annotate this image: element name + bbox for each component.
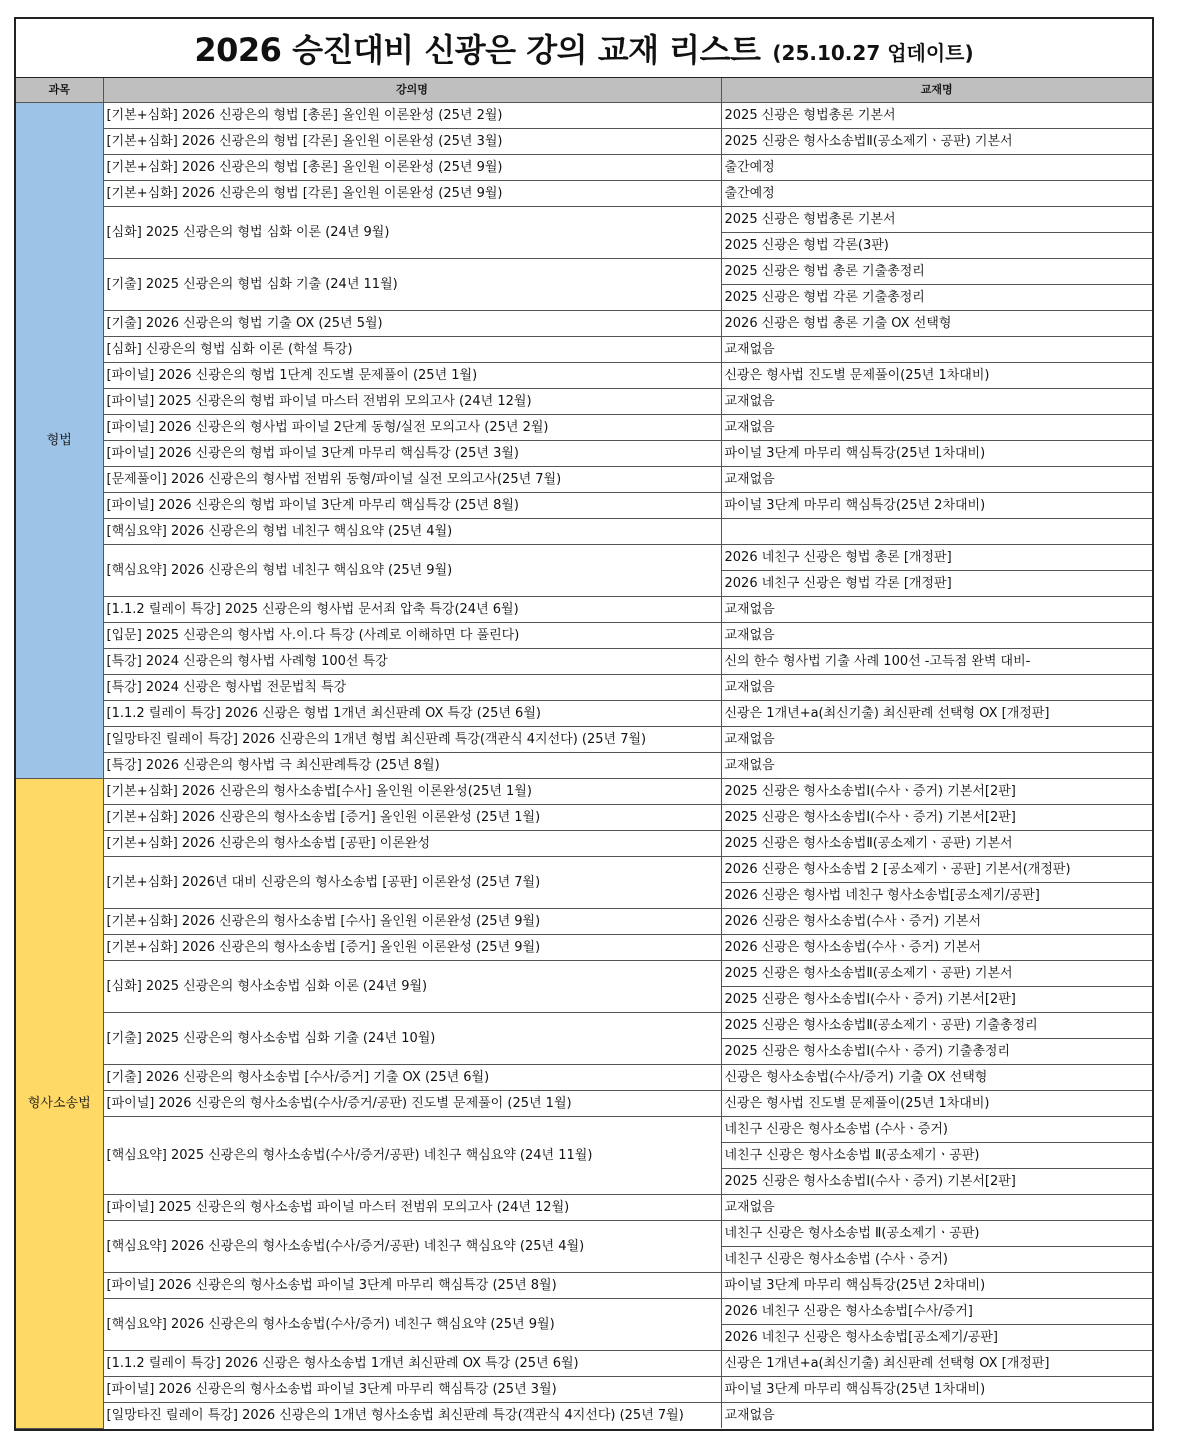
lecture-name-cell: [기본+심화] 2026 신광은의 형법 [총론] 올인원 이론완성 (25년 2월) [103,103,721,129]
textbook-cell: 2025 신광은 형법 각론(3판) [721,233,1152,259]
textbook-cell: 2026 네친구 신광은 형법 각론 [개정판] [721,571,1152,597]
textbook-cell: 교재없음 [721,597,1152,623]
table-row [16,259,1152,285]
textbook-cell: 출간예정 [721,181,1152,207]
lecture-name-cell: [일망타진 릴레이 특강] 2026 신광은의 1개년 형사소송법 최신판례 특강(객관식 4지선다) (25년 7월) [103,1403,721,1429]
textbook-cell: 2025 신광은 형사소송법Ⅰ(수사ㆍ증거) 기출총정리 [721,1039,1152,1065]
textbook-cell: 2025 신광은 형사소송법Ⅱ(공소제기ㆍ공판) 기본서 [721,961,1152,987]
title-main: 2026 승진대비 신광은 강의 교재 리스트 [194,31,761,69]
table-row [16,675,1152,701]
textbook-cell: 교재없음 [721,1403,1152,1429]
textbook-cell: 2026 신광은 형사법 네친구 형사소송법[공소제기/공판] [721,883,1152,909]
textbook-cell: 신광은 1개년+a(최신기출) 최신판례 선택형 OX [개정판] [721,1351,1152,1377]
textbook-cell: 신광은 형사소송법(수사/증거) 기출 OX 선택형 [721,1065,1152,1091]
textbook-cell: 파이널 3단계 마무리 핵심특강(25년 1차대비) [721,441,1152,467]
table-row [16,805,1152,831]
table-row [16,311,1152,337]
table-row [16,779,1152,805]
table-row [16,961,1152,987]
lecture-name-cell: [기본+심화] 2026 신광은의 형사소송법 [증거] 올인원 이론완성 (25년 1월) [103,805,721,831]
textbook-cell: 2025 신광은 형법 각론 기출총정리 [721,285,1152,311]
lecture-name-cell: [일망타진 릴레이 특강] 2026 신광은의 1개년 형법 최신판례 특강(객관식 4지선다) (25년 7월) [103,727,721,753]
table-body [16,103,1152,1429]
textbook-cell: 교재없음 [721,467,1152,493]
textbook-cell: 신의 한수 형사법 기출 사례 100선 -고득점 완벽 대비- [721,649,1152,675]
table-row [16,1065,1152,1091]
textbook-cell: 2025 신광은 형사소송법Ⅰ(수사ㆍ증거) 기본서[2판] [721,987,1152,1013]
table-row [16,857,1152,883]
textbook-cell: 2026 네친구 신광은 형사소송법[수사/증거] [721,1299,1152,1325]
textbook-cell: 2025 신광은 형사소송법Ⅰ(수사ㆍ증거) 기본서[2판] [721,1169,1152,1195]
lecture-name-cell: [특강] 2024 신광은의 형사법 사례형 100선 특강 [103,649,721,675]
table-row [16,1299,1152,1325]
lecture-name-cell: [기출] 2026 신광은의 형사소송법 [수사/증거] 기출 OX (25년 6월) [103,1065,721,1091]
textbook-cell: 신광은 형사법 진도별 문제풀이(25년 1차대비) [721,1091,1152,1117]
title-update-date: (25.10.27 업데이트) [772,40,974,65]
textbook-cell: 파이널 3단계 마무리 핵심특강(25년 1차대비) [721,1377,1152,1403]
textbook-cell: 2025 신광은 형사소송법Ⅰ(수사ㆍ증거) 기본서[2판] [721,779,1152,805]
lecture-name-cell: [1.1.2 릴레이 특강] 2026 신광은 형법 1개년 최신판례 OX 특강 (25년 6월) [103,701,721,727]
table-row [16,1013,1152,1039]
textbook-cell: 출간예정 [721,155,1152,181]
lecture-name-cell: [특강] 2026 신광은의 형사법 극 최신판례특강 (25년 8월) [103,753,721,779]
lecture-name-cell: [핵심요약] 2026 신광은의 형법 네친구 핵심요약 (25년 9월) [103,545,721,597]
lecture-name-cell: [파이널] 2026 신광은의 형사법 파이널 2단계 동형/실전 모의고사 (25년 2월) [103,415,721,441]
lecture-name-cell: [파이널] 2025 신광은의 형법 파이널 마스터 전범위 모의고사 (24년 12월) [103,389,721,415]
lecture-name-cell: [기본+심화] 2026 신광은의 형법 [각론] 올인원 이론완성 (25년 3월) [103,129,721,155]
table-row [16,415,1152,441]
table-row [16,1403,1152,1429]
table-row [16,1351,1152,1377]
table-row [16,363,1152,389]
textbook-cell: 파이널 3단계 마무리 핵심특강(25년 2차대비) [721,493,1152,519]
lecture-name-cell: [기본+심화] 2026 신광은의 형사소송법 [증거] 올인원 이론완성 (25년 9월) [103,935,721,961]
sheet-title [16,19,1152,78]
subject-cell: 형사소송법 [16,779,103,1429]
table-row [16,597,1152,623]
table-row [16,649,1152,675]
lecture-name-cell: [심화] 신광은의 형법 심화 이론 (학설 특강) [103,337,721,363]
table-row [16,519,1152,545]
table-row [16,545,1152,571]
lecture-name-cell: [기출] 2025 신광은의 형법 심화 기출 (24년 11월) [103,259,721,311]
textbook-cell: 신광은 형사법 진도별 문제풀이(25년 1차대비) [721,363,1152,389]
textbook-cell: 2025 신광은 형사소송법Ⅱ(공소제기ㆍ공판) 기본서 [721,831,1152,857]
textbook-cell: 2025 신광은 형법총론 기본서 [721,207,1152,233]
textbook-cell: 2026 신광은 형사소송법 2 [공소제기ㆍ공판] 기본서(개정판) [721,857,1152,883]
lecture-name-cell: [핵심요약] 2026 신광은의 형사소송법(수사/증거/공판) 네친구 핵심요약 (25년 4월) [103,1221,721,1273]
table-row [16,727,1152,753]
table-row [16,337,1152,363]
textbook-cell: 2026 신광은 형사소송법(수사ㆍ증거) 기본서 [721,935,1152,961]
table-row [16,103,1152,129]
textbook-cell: 2026 네친구 신광은 형사소송법[공소제기/공판] [721,1325,1152,1351]
textbook-cell: 교재없음 [721,753,1152,779]
table-row [16,493,1152,519]
textbook-cell: 교재없음 [721,1195,1152,1221]
table-row [16,909,1152,935]
textbook-cell: 2025 신광은 형법총론 기본서 [721,103,1152,129]
textbook-cell: 네친구 신광은 형사소송법 (수사ㆍ증거) [721,1247,1152,1273]
textbook-cell: 네친구 신광은 형사소송법 (수사ㆍ증거) [721,1117,1152,1143]
textbook-cell: 교재없음 [721,389,1152,415]
textbook-cell: 교재없음 [721,415,1152,441]
lecture-name-cell: [기본+심화] 2026년 대비 신광은의 형사소송법 [공판] 이론완성 (25년 7월) [103,857,721,909]
lecture-name-cell: [파이널] 2025 신광은의 형사소송법 파이널 마스터 전범위 모의고사 (24년 12월) [103,1195,721,1221]
textbook-cell: 2026 네친구 신광은 형법 총론 [개정판] [721,545,1152,571]
lecture-name-cell: [파이널] 2026 신광은의 형사소송법 파이널 3단계 마무리 핵심특강 (25년 8월) [103,1273,721,1299]
lecture-name-cell: [기본+심화] 2026 신광은의 형사소송법[수사] 올인원 이론완성(25년 1월) [103,779,721,805]
lecture-name-cell: [기본+심화] 2026 신광은의 형법 [총론] 올인원 이론완성 (25년 9월) [103,155,721,181]
lecture-name-cell: [파이널] 2026 신광은의 형사소송법(수사/증거/공판) 진도별 문제풀이 (25년 1월) [103,1091,721,1117]
textbook-cell: 교재없음 [721,675,1152,701]
table-row [16,129,1152,155]
lecture-name-cell: [기출] 2026 신광은의 형법 기출 OX (25년 5월) [103,311,721,337]
lecture-name-cell: [기본+심화] 2026 신광은의 형사소송법 [공판] 이론완성 [103,831,721,857]
lecture-name-cell: [파이널] 2026 신광은의 형사소송법 파이널 3단계 마무리 핵심특강 (25년 3월) [103,1377,721,1403]
lecture-name-cell: [파이널] 2026 신광은의 형법 파이널 3단계 마무리 핵심특강 (25년 8월) [103,493,721,519]
textbook-cell: 2025 신광은 형사소송법Ⅰ(수사ㆍ증거) 기본서[2판] [721,805,1152,831]
lecture-name-cell: [파이널] 2026 신광은의 형법 파이널 3단계 마무리 핵심특강 (25년 3월) [103,441,721,467]
table-row [16,389,1152,415]
table-row [16,467,1152,493]
textbook-cell: 네친구 신광은 형사소송법 Ⅱ(공소제기ㆍ공판) [721,1221,1152,1247]
textbook-cell: 2026 신광은 형법 총론 기출 OX 선택형 [721,311,1152,337]
header-lecture: 강의명 [103,78,721,103]
lecture-name-cell: [핵심요약] 2026 신광은의 형사소송법(수사/증거) 네친구 핵심요약 (25년 9월) [103,1299,721,1351]
lecture-name-cell: [핵심요약] 2025 신광은의 형사소송법(수사/증거/공판) 네친구 핵심요약 (24년 11월) [103,1117,721,1195]
lecture-name-cell: [1.1.2 릴레이 특강] 2026 신광은 형사소송법 1개년 최신판례 OX 특강 (25년 6월) [103,1351,721,1377]
lecture-name-cell: [1.1.2 릴레이 특강] 2025 신광은의 형사법 문서죄 압축 특강(24년 6월) [103,597,721,623]
table-row [16,701,1152,727]
lecture-name-cell: [심화] 2025 신광은의 형사소송법 심화 이론 (24년 9월) [103,961,721,1013]
textbook-cell: 파이널 3단계 마무리 핵심특강(25년 2차대비) [721,1273,1152,1299]
table-row [16,1091,1152,1117]
table-row [16,155,1152,181]
table-row [16,623,1152,649]
lecture-textbook-sheet [14,17,1154,1431]
header-row [16,78,1152,103]
textbook-cell: 교재없음 [721,727,1152,753]
table-row [16,441,1152,467]
textbook-cell: 교재없음 [721,623,1152,649]
textbook-cell: 2025 신광은 형사소송법Ⅱ(공소제기ㆍ공판) 기본서 [721,129,1152,155]
textbook-cell: 교재없음 [721,337,1152,363]
table-row [16,181,1152,207]
header-subject: 과목 [16,78,103,103]
lecture-name-cell: [핵심요약] 2026 신광은의 형법 네친구 핵심요약 (25년 4월) [103,519,721,545]
subject-cell: 형법 [16,103,103,779]
lecture-name-cell: [기본+심화] 2026 신광은의 형사소송법 [수사] 올인원 이론완성 (25년 9월) [103,909,721,935]
table-row [16,1117,1152,1143]
table-row [16,1273,1152,1299]
lecture-table [16,78,1152,1429]
lecture-name-cell: [특강] 2024 신광은 형사법 전문법칙 특강 [103,675,721,701]
textbook-cell: 네친구 신광은 형사소송법 Ⅱ(공소제기ㆍ공판) [721,1143,1152,1169]
textbook-cell: 신광은 1개년+a(최신기출) 최신판례 선택형 OX [개정판] [721,701,1152,727]
lecture-name-cell: [파이널] 2026 신광은의 형법 1단계 진도별 문제풀이 (25년 1월) [103,363,721,389]
textbook-cell [721,519,1152,545]
textbook-cell: 2026 신광은 형사소송법(수사ㆍ증거) 기본서 [721,909,1152,935]
table-row [16,935,1152,961]
lecture-name-cell: [기출] 2025 신광은의 형사소송법 심화 기출 (24년 10월) [103,1013,721,1065]
table-row [16,1195,1152,1221]
lecture-name-cell: [기본+심화] 2026 신광은의 형법 [각론] 올인원 이론완성 (25년 9월) [103,181,721,207]
header-textbook: 교재명 [721,78,1152,103]
lecture-name-cell: [문제풀이] 2026 신광은의 형사법 전범위 동형/파이널 실전 모의고사(25년 7월) [103,467,721,493]
table-row [16,831,1152,857]
table-row [16,1377,1152,1403]
table-row [16,1221,1152,1247]
lecture-name-cell: [입문] 2025 신광은의 형사법 사.이.다 특강 (사례로 이해하면 다 풀린다) [103,623,721,649]
textbook-cell: 2025 신광은 형사소송법Ⅱ(공소제기ㆍ공판) 기출총정리 [721,1013,1152,1039]
lecture-name-cell: [심화] 2025 신광은의 형법 심화 이론 (24년 9월) [103,207,721,259]
table-row [16,207,1152,233]
table-row [16,753,1152,779]
textbook-cell: 2025 신광은 형법 총론 기출총정리 [721,259,1152,285]
